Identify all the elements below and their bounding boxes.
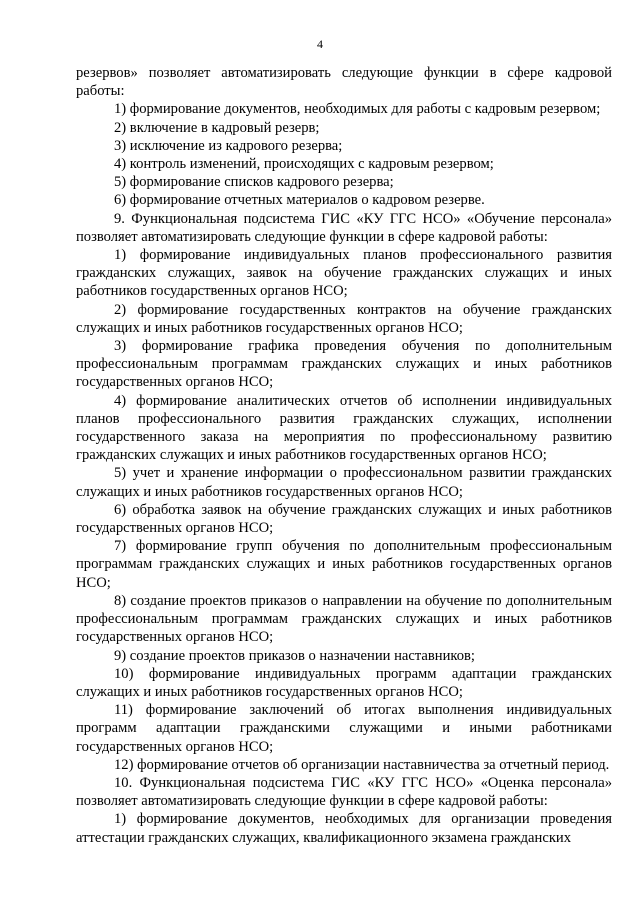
list-item: 2) включение в кадровый резерв; [114,119,320,136]
list-item: 4) формирование аналитических отчетов об исполнении индивидуальных планов профессионального развития гражданских служащих, исполнении государственного заказа на мероприятия по профессиональному развитию гражданских служащих и иных работников государственных органов НСО; [76,392,612,464]
list-item: 1) формирование документов, необходимых для организации проведения аттестации гражданских служащих, квалификационного экзамена гражданских [76,811,612,846]
page-number: 4 [317,37,323,51]
list-item: 8) создание проектов приказов о направлении на обучение по дополнительным профессиональным программам гражданских служащих и иных работников государственных органов НСО; [76,592,612,646]
list-item: 1) формирование документов, необходимых для работы с кадровым резервом; [114,101,601,118]
section-paragraph: 10. Функциональная подсистема ГИС «КУ ГГС НСО» «Оценка персонала» позволяет автоматизировать следующие функции в сфере кадровой работы: [76,774,612,810]
list-item: 5) формирование списков кадрового резерва; [114,174,394,191]
list-item: 9) создание проектов приказов о назначении наставников; [114,647,475,664]
list-item: 6) формирование отчетных материалов о кадровом резерве. [114,192,485,209]
list-item: 11) формирование заключений об итогах выполнения индивидуальных программ адаптации гражданскими служащими и иными работниками государственных органов НСО; [76,702,612,755]
list-item: 10) формирование индивидуальных программ адаптации гражданских служащих и иных работников государственных органов НСО; [76,665,612,700]
list-item: 4) контроль изменений, происходящих с кадровым резервом; [114,156,494,173]
list-item: 7) формирование групп обучения по дополнительным профессиональным программам гражданских служащих и иных работников государственных органов НСО; [76,538,612,591]
list-item: 1) формирование индивидуальных планов профессионального развития гражданских служащих, заявок на обучение гражданских служащих и иных работников государственных органов НСО; [76,247,612,300]
list-item: 2) формирование государственных контрактов на обучение гражданских служащих и иных работников государственных органов НСО; [76,301,612,336]
list-item: 12) формирование отчетов об организации наставничества за отчетный период. [114,756,610,773]
section-paragraph: 9. Функциональная подсистема ГИС «КУ ГГС НСО» «Обучение персонала» позволяет автоматизировать следующие функции в сфере кадровой работы: [76,210,612,245]
paragraph: резервов» позволяет автоматизировать следующие функции в сфере кадровой работы: [76,65,612,100]
list-item: 6) обработка заявок на обучение гражданских служащих и иных работников государственных органов НСО; [76,501,612,537]
document-body [76,64,612,847]
list-item: 3) формирование графика проведения обучения по дополнительным профессиональным программам гражданских служащих и иных работников государственных органов НСО; [76,338,612,391]
list-item: 5) учет и хранение информации о профессиональном развитии гражданских служащих и иных работников государственных органов НСО; [76,465,612,500]
list-item: 3) исключение из кадрового резерва; [114,137,343,154]
